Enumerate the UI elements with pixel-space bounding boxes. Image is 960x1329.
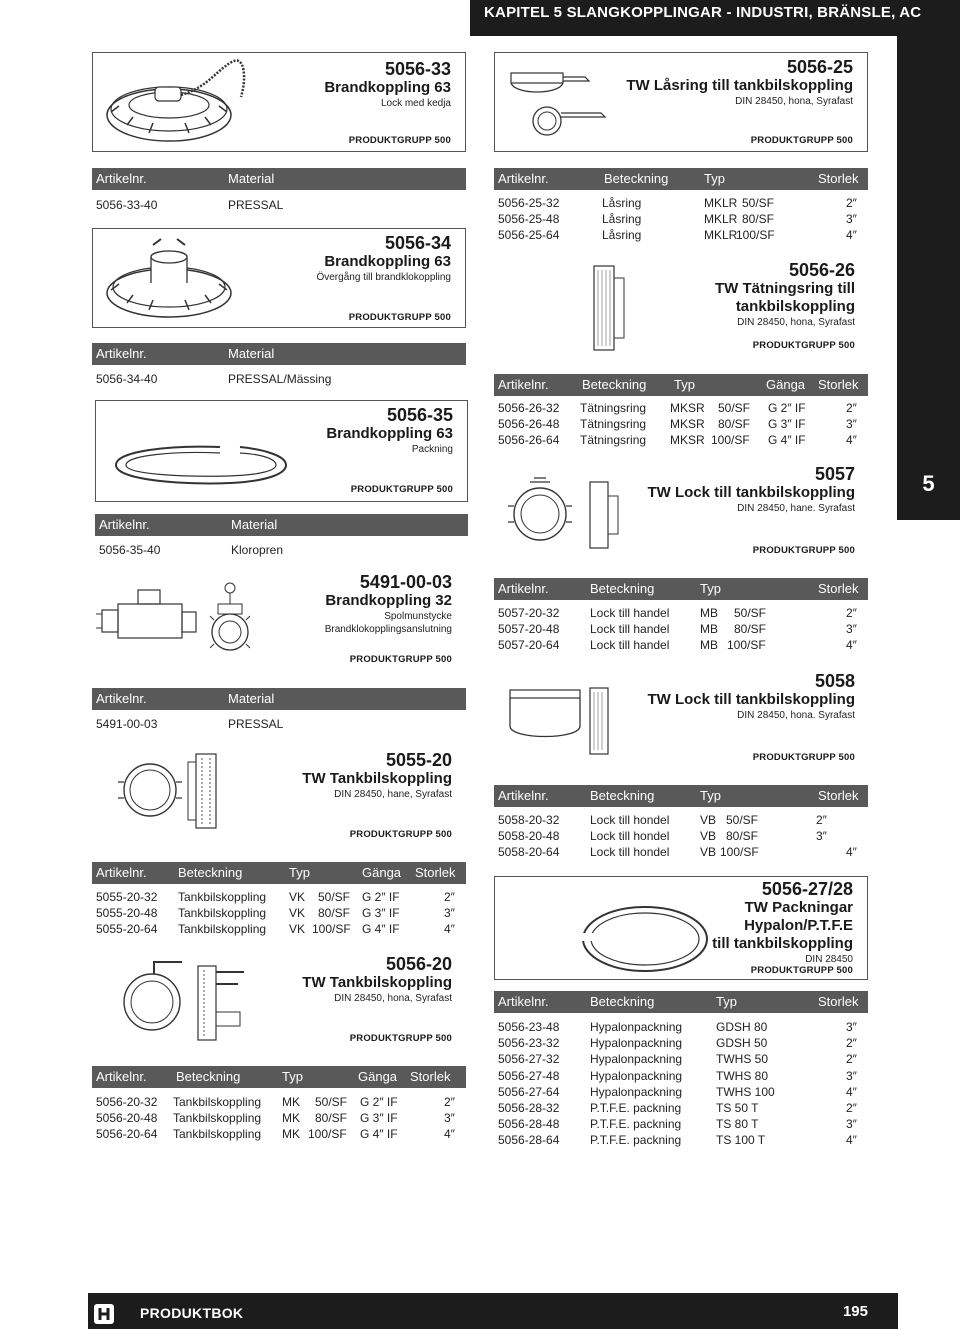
product-group: PRODUKTGRUPP 500 [750,135,853,146]
table-header: Artikelnr. Beteckning Typ Storlek [494,785,868,807]
table-header: Artikelnr. Beteckning Typ Storlek [494,578,868,600]
table-row: 5056-26-32 Tätningsring MKSR 50/SF G 2″ IF 2″ [498,401,857,415]
table-row: 5056-28-48 P.T.F.E. packning TS 80 T 3″ [498,1117,857,1132]
table-row: 5491-00-03 PRESSAL [96,717,284,731]
product-name: Brandkoppling 63 [324,253,451,270]
table-header: Artikelnr. Material [92,168,466,190]
table-header: Artikelnr. Beteckning Typ Gänga Storlek [92,1066,466,1088]
product-subtitle: Lock med kedja [380,98,451,109]
product-name: TW Tankbilskoppling [302,974,452,991]
chapter-title-bar [470,0,960,36]
table-row: 5056-33-40 PRESSAL [96,198,284,212]
table-row: 5056-20-48 Tankbilskoppling MK 80/SF G 3″ IF 3″ [96,1111,455,1125]
product-name: Brandkoppling 32 [325,592,452,609]
product-subtitle-2: Brandklokopplingsanslutning [324,624,452,635]
product-name-2: tankbilskoppling [735,298,855,315]
gasket-ring-image [110,441,290,491]
chapter-number: 5 [922,471,935,496]
product-card-5056-25 [494,52,868,152]
product-subtitle: DIN 28450 [805,954,853,965]
product-name: Brandkoppling 63 [326,425,453,442]
product-card-5056-34 [92,228,466,328]
table-header: Artikelnr. Material [92,688,466,710]
product-subtitle: Packning [411,444,453,455]
product-group: PRODUKTGRUPP 500 [349,654,452,665]
product-subtitle: DIN 28450, hona, Syrafast [334,993,452,1004]
product-subtitle: Spolmunstycke [384,611,452,622]
table-header: Artikelnr. Beteckning Typ Storlek [494,991,868,1013]
product-number: 5056-20 [385,954,452,974]
table-header: Artikelnr. Beteckning Typ Storlek [494,168,868,190]
table-row: 5058-20-64 Lock till hondel VB 100/SF 4″ [498,845,857,859]
page-number: 195 [842,1303,868,1320]
table-header: Artikelnr. Material [95,514,468,536]
cap-female-drawing [504,682,634,762]
product-card-5056-27-28 [494,876,868,980]
product-name: TW Tätningsring till [715,280,855,297]
table-row: 5056-27-48 Hypalonpackning TWHS 80 3″ [498,1068,857,1083]
product-number: 5056-33 [384,59,451,79]
table-row: 5058-20-48 Lock till hondel VB 80/SF 3″ [498,829,827,843]
product-group: PRODUKTGRUPP 500 [752,545,855,556]
product-number: 5056-25 [786,57,853,77]
table-header: Artikelnr. Material [92,343,466,365]
table-row: 5055-20-32 Tankbilskoppling VK 50/SF G 2″ IF 2″ [96,890,455,904]
product-number: 5056-35 [386,405,453,425]
tank-coupling-male-drawing [118,748,238,832]
product-subtitle: DIN 28450, hane. Syrafast [737,503,855,514]
product-group: PRODUKTGRUPP 500 [752,340,855,351]
table-row: 5056-34-40 PRESSAL/Mässing [96,372,332,386]
product-number: 5056-34 [384,233,451,253]
product-card-5056-33 [92,52,466,152]
product-number: 5491-00-03 [359,572,452,592]
table-row: 5056-23-32 Hypalonpackning GDSH 50 2″ [498,1036,857,1051]
table-row: 5056-25-32 Låsring MKLR 50/SF 2″ [498,196,857,210]
lock-ring-image [505,65,615,141]
product-group: PRODUKTGRUPP 500 [350,484,453,495]
chapter-side-strip [897,36,960,520]
product-name-2: Hypalon/P.T.F.E [744,917,853,934]
product-subtitle: DIN 28450, hona, Syrafast [737,317,855,328]
product-name: TW Packningar [744,899,853,916]
footer-bar [88,1293,898,1329]
flush-nozzle-drawing [92,578,292,656]
fire-coupling-adapter-image [99,235,249,323]
table-row: 5056-25-48 Låsring MKLR 80/SF 3″ [498,212,857,226]
product-subtitle: DIN 28450, hona, Syrafast [735,96,853,107]
company-logo-icon [94,1304,114,1324]
table-row: 5056-23-48 Hypalonpackning GDSH 80 3″ [498,1020,857,1034]
product-group: PRODUKTGRUPP 500 [750,965,853,976]
product-name: TW Lock till tankbilskoppling [647,691,855,708]
product-number: 5058 [814,671,855,691]
tank-coupling-female-drawing [118,956,248,1048]
product-number: 5056-27/28 [761,879,853,899]
table-row: 5056-20-32 Tankbilskoppling MK 50/SF G 2″ IF 2″ [96,1095,455,1109]
table-header: Artikelnr. Beteckning Typ Gänga Storlek [494,374,868,396]
product-group: PRODUKTGRUPP 500 [349,829,452,840]
product-group: PRODUKTGRUPP 500 [752,752,855,763]
product-number: 5056-26 [788,260,855,280]
chapter-title: KAPITEL 5 SLANGKOPPLINGAR - INDUSTRI, BRÄNSLE, AC [484,4,922,21]
table-row: 5056-25-64 Låsring MKLR 100/SF 4″ [498,228,857,242]
product-subtitle: DIN 28450, hona. Syrafast [737,710,855,721]
table-header: Artikelnr. Beteckning Typ Gänga Storlek [92,862,466,884]
table-row: 5057-20-48 Lock till handel MB 80/SF 3″ [498,622,857,636]
product-group: PRODUKTGRUPP 500 [349,1033,452,1044]
table-row: 5057-20-32 Lock till handel MB 50/SF 2″ [498,606,857,620]
product-name: Brandkoppling 63 [324,79,451,96]
table-row: 5056-28-64 P.T.F.E. packning TS 100 T 4″ [498,1133,857,1148]
table-row: 5056-26-64 Tätningsring MKSR 100/SF G 4″ IF 4″ [498,433,857,447]
gasket-packing-image [575,897,715,977]
table-row: 5056-27-64 Hypalonpackning TWHS 100 4″ [498,1084,857,1099]
cap-male-drawing [504,468,634,558]
table-row: 5055-20-64 Tankbilskoppling VK 100/SF G 4″ IF 4″ [96,922,455,936]
table-row: 5058-20-32 Lock till hondel VB 50/SF 2″ [498,813,827,827]
product-name: TW Låsring till tankbilskoppling [626,77,853,94]
product-number: 5055-20 [385,750,452,770]
table-row: 5055-20-48 Tankbilskoppling VK 80/SF G 3″ IF 3″ [96,906,455,920]
product-group: PRODUKTGRUPP 500 [348,135,451,146]
footer-label: PRODUKTBOK [140,1305,244,1321]
product-subtitle: Övergång till brandklokoppling [316,272,451,283]
table-row: 5056-20-64 Tankbilskoppling MK 100/SF G 4″ IF 4″ [96,1127,455,1141]
product-group: PRODUKTGRUPP 500 [348,312,451,323]
fire-coupling-cap-chain-image [99,57,249,149]
seal-ring-drawing [586,262,636,354]
table-row: 5056-28-32 P.T.F.E. packning TS 50 T 2″ [498,1101,857,1115]
product-card-5056-35 [95,400,468,502]
product-name: TW Tankbilskoppling [302,770,452,787]
table-row: 5056-27-32 Hypalonpackning TWHS 50 2″ [498,1052,857,1067]
product-name: TW Lock till tankbilskoppling [647,484,855,501]
product-number: 5057 [814,464,855,484]
table-row: 5056-26-48 Tätningsring MKSR 80/SF G 3″ IF 3″ [498,417,857,431]
product-subtitle: DIN 28450, hane, Syrafast [334,789,452,800]
table-row: 5057-20-64 Lock till handel MB 100/SF 4″ [498,638,857,652]
product-name-3: till tankbilskoppling [712,935,853,952]
table-row: 5056-35-40 Kloropren [99,543,284,557]
